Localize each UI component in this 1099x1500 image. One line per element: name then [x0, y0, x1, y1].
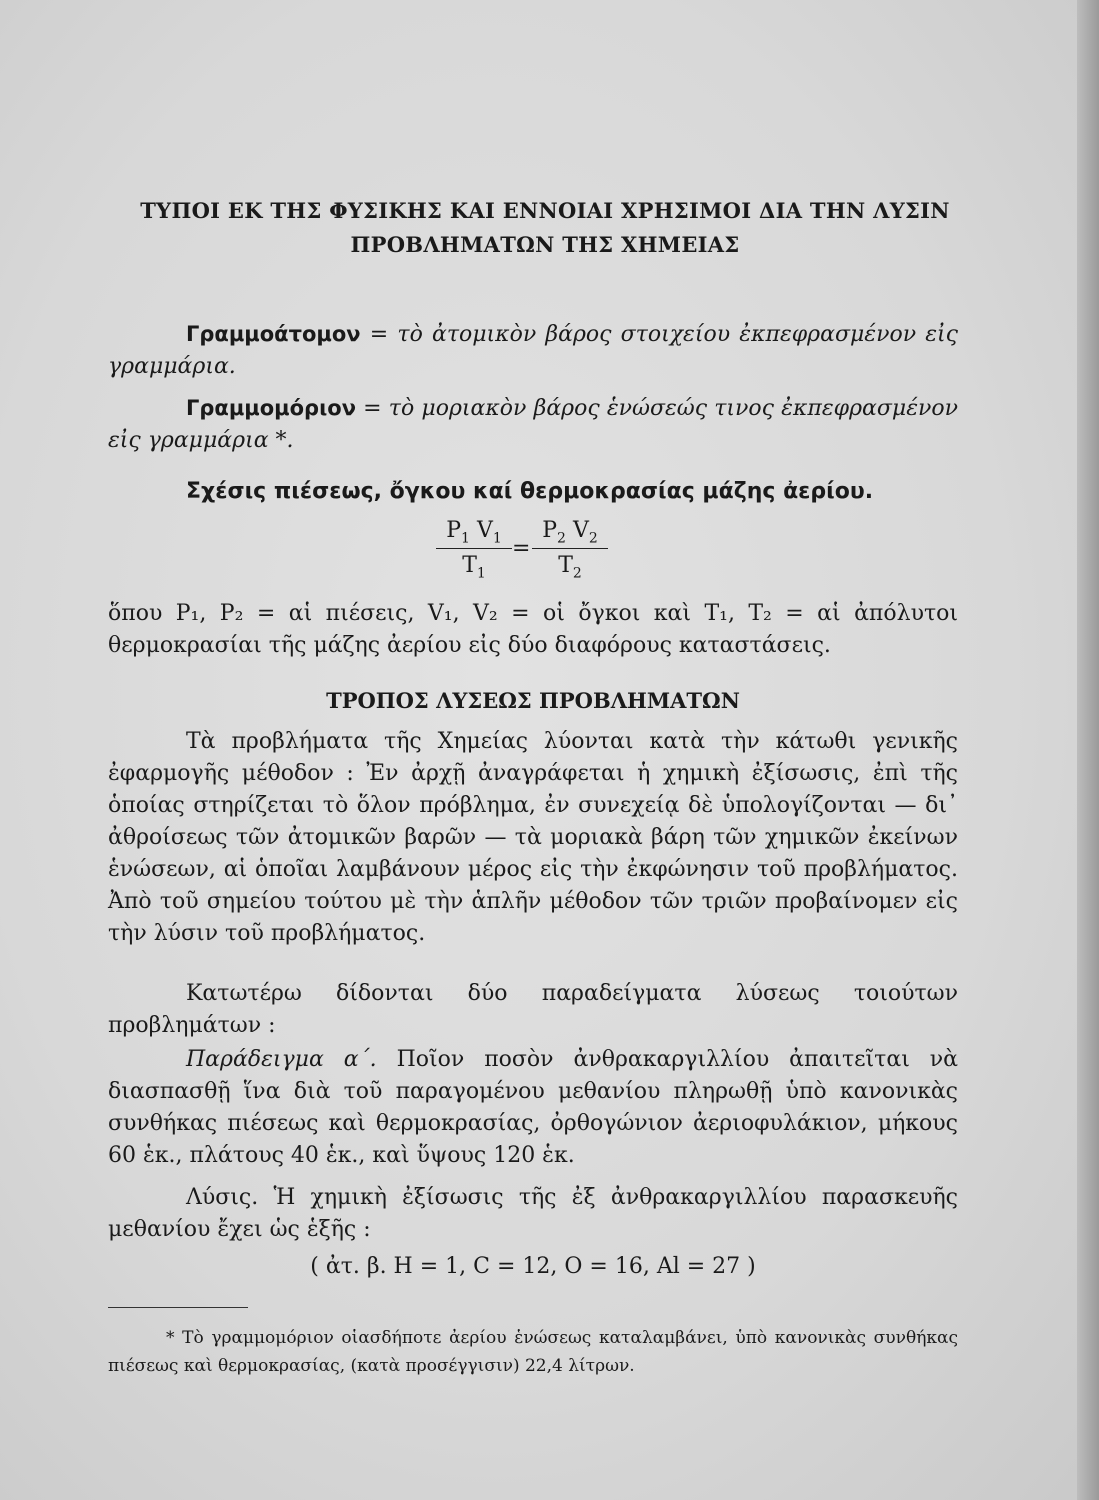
- equals-sign: =: [512, 536, 531, 561]
- term-grammol: Γραμμομόριον: [186, 396, 356, 420]
- example-label: Παράδειγμα α΄.: [186, 1047, 377, 1072]
- footnote-divider: [108, 1307, 248, 1308]
- atomic-weights-line: ( ἀτ. β. H = 1, C = 12, O = 16, Al = 27 ): [310, 1254, 756, 1279]
- example-paragraph: [108, 1044, 958, 1172]
- fraction-right: [532, 518, 608, 582]
- definition-gramatom: [108, 318, 958, 383]
- subscript-p1: 1: [461, 530, 470, 547]
- symbol-v2: V: [565, 518, 589, 543]
- fraction-right-numerator: [532, 518, 608, 549]
- definition-grammol: [108, 392, 958, 457]
- page-title-line-2: ΠΡΟΒΛΗΜΑΤΩΝ ΤΗΣ ΧΗΜΕΙΑΣ: [350, 232, 740, 257]
- footnote: * Τὸ γραμμομόριον οἱασδήποτε ἀερίου ἑνώσεως καταλαμβάνει, ὑπὸ κανονικὰς συνθήκας πιέσεως καὶ θερμοκρασίας, (κατὰ προσέγγισιν) 22,4 λίτρων.: [108, 1328, 958, 1376]
- definition-grammol-text: = τὸ μοριακὸν βάρος ἑνώσεώς τινος ἐκπεφρασμένον εἰς γραμμάρια *.: [108, 396, 958, 453]
- gas-law-formula: [436, 518, 616, 588]
- example-text: Ποῖον ποσὸν ἀνθρακαργιλλίου ἀπαιτεῖται νὰ διασπασθῇ ἵνα διὰ τοῦ παραγομένου μεθανίου πληρωθῇ ὑπὸ κανονικὰς συνθήκας πιέσεως καὶ θερμοκρασίας, ὀρθογώνιον ἀεριοφυλάκιον, μήκους 60 ἑκ., πλάτους 40 ἑκ., καὶ ὕψους 120 ἑκ.: [108, 1047, 958, 1168]
- fraction-left: [436, 518, 512, 582]
- subscript-t2: 2: [572, 565, 582, 582]
- symbol-p2: P: [542, 518, 558, 543]
- relation-heading-text: Σχέσις πιέσεως, ὄγκου καί θερμοκρασίας μάζης ἀερίου.: [186, 479, 874, 504]
- method-paragraph-2: Κατωτέρω δίδονται δύο παραδείγματα λύσεως τοιούτων προβλημάτων :: [108, 981, 958, 1038]
- subscript-v1: 1: [492, 530, 502, 547]
- symbol-t1: T: [462, 553, 477, 579]
- definition-gramatom-text: = τὸ ἀτομικὸν βάρος στοιχείου ἐκπεφρασμένον εἰς γραμμάρια.: [108, 322, 958, 379]
- subscript-t1: 1: [476, 565, 486, 582]
- subscript-p2: 2: [557, 530, 566, 547]
- solution-paragraph: Λύσις. Ἡ χημικὴ ἐξίσωσις τῆς ἐξ ἀνθρακαργιλλίου παρασκευῆς μεθανίου ἔχει ὡς ἑξῆς :: [108, 1185, 958, 1242]
- term-gramatom: Γραμμοάτομον: [186, 322, 361, 346]
- symbol-p1: P: [446, 518, 462, 543]
- fraction-left-numerator: [436, 518, 512, 549]
- fraction-right-denominator: [532, 549, 608, 581]
- symbol-t2: T: [558, 553, 573, 579]
- page-title-line-1: ΤΥΠΟΙ ΕΚ ΤΗΣ ΦΥΣΙΚΗΣ ΚΑΙ ΕΝΝΟΙΑΙ ΧΡΗΣΙΜΟΙ ΔΙΑ ΤΗΝ ΛΥΣΙΝ: [140, 198, 950, 223]
- subscript-v2: 2: [588, 530, 598, 547]
- fraction-left-denominator: [436, 549, 512, 581]
- page-edge-shadow: [1077, 0, 1099, 1500]
- method-paragraph-1: Τὰ προβλήματα τῆς Χημείας λύονται κατὰ τὴν κάτωθι γενικῆς ἐφαρμογῆς μέθοδον : Ἐν ἀρχῇ ἀναγράφεται ἡ χημικὴ ἐξίσωσις, ἐπὶ τῆς ὁποίας στηρίζεται τὸ ὅλον πρόβλημα, ἐν συνεχείᾳ δὲ ὑπολογίζονται — δι᾽ ἀθροίσεως τῶν ἀτομικῶν βαρῶν — τὰ μοριακὰ βάρη τῶν χημικῶν ἐκείνων ἑνώσεων, αἱ ὁποῖαι λαμβάνουν μέρος εἰς τὴν ἐκφώνησιν τοῦ προβλήματος. Ἀπὸ τοῦ σημείου τούτου μὲ τὴν ἁπλῆν μέθοδον τῶν τριῶν προβαίνομεν εἰς τὴν λύσιν τοῦ προβλήματος.: [108, 729, 958, 946]
- relation-heading: [108, 476, 958, 508]
- formula-explanation: ὅπου P₁, P₂ = αἱ πιέσεις, V₁, V₂ = οἱ ὄγκοι καὶ T₁, T₂ = αἱ ἀπόλυτοι θερμοκρασίαι τῆς μάζης ἀερίου εἰς δύο διαφόρους καταστάσεις.: [108, 601, 958, 658]
- section-heading-method: ΤΡΟΠΟΣ ΛΥΣΕΩΣ ΠΡΟΒΛΗΜΑΤΩΝ: [326, 688, 740, 713]
- symbol-v1: V: [469, 518, 493, 543]
